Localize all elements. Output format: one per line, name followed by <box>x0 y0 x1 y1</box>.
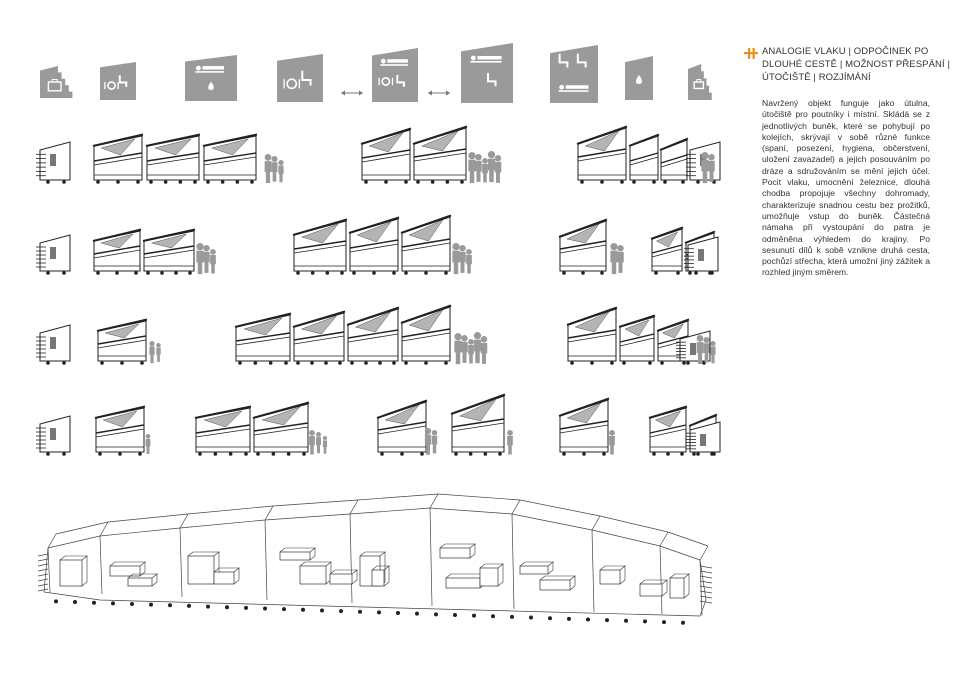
cabin-unit <box>93 135 143 184</box>
person-silhouette <box>272 156 278 182</box>
cabin-unit <box>401 306 451 365</box>
cabin-unit <box>649 407 687 456</box>
person-silhouette <box>475 154 482 182</box>
cabin-unit <box>619 316 655 365</box>
cabin-unit <box>559 220 607 275</box>
cabin-unit <box>577 127 627 184</box>
double-arrow-icon <box>428 91 450 96</box>
description-text: Navržený objekt funguje jako útulna, útočiště pro poutníky i místní. Skládá se z jednotlivých buněk, které se pohybují po kolejích, skrývají v sobě různé funkce (spaní, posezení, hygiena, občerstvení, uložení zavazadel) a jejich posouváním po dráze a sdružováním se mění jejich účel. Pocit vlaku, umocnění železnice, dlouhá chodba propojuje všechny dohromady, charakterizuje snadnou cestu bez prožitků, umožňuje vstup do buněk. Částečná námaha při vystoupání do patra je odměněna výhledem do krajiny. Po sesunutí dílů k sobě vznikne druhá cesta, pochůzí střecha, která umožní jiný zážitek a rozhled jiným směrem. <box>762 98 930 278</box>
person-silhouette <box>156 343 160 362</box>
cabin-unit <box>97 320 147 365</box>
cabin-unit <box>413 127 467 184</box>
person-silhouette <box>481 336 488 364</box>
axonometric-section <box>38 494 712 625</box>
configuration-row-2 <box>36 216 718 275</box>
cabin-unit <box>95 407 145 456</box>
heading-line-2: DLOUHÉ CESTĚ | MOŽNOST PŘESPÁNÍ | <box>762 59 951 70</box>
cabin-unit <box>93 230 141 275</box>
person-silhouette <box>432 430 437 453</box>
person-silhouette <box>488 151 495 182</box>
cabin-unit <box>401 216 451 275</box>
luggage-stairs-icon <box>40 66 72 98</box>
person-silhouette <box>461 335 468 363</box>
person-silhouette <box>468 152 475 183</box>
cabin-unit <box>253 403 309 456</box>
person-silhouette <box>609 430 615 454</box>
cabin-unit <box>143 230 195 275</box>
dining-seat-icon <box>100 62 136 100</box>
cabin-unit <box>361 129 411 184</box>
person-silhouette <box>149 341 154 363</box>
person-silhouette <box>316 432 321 453</box>
stair-unit <box>36 325 70 365</box>
person-silhouette <box>203 245 210 273</box>
person-silhouette <box>468 339 474 363</box>
cabin-unit <box>349 218 399 275</box>
person-silhouette <box>265 154 272 183</box>
stair-unit <box>36 416 70 456</box>
person-silhouette <box>309 430 315 454</box>
person-silhouette <box>452 243 459 274</box>
person-silhouette <box>474 332 481 363</box>
cabin-unit <box>146 135 200 184</box>
person-silhouette <box>507 430 513 454</box>
cabin-unit <box>195 407 251 456</box>
bed-water-icon <box>185 55 237 101</box>
stair-unit <box>36 142 70 184</box>
person-silhouette <box>146 434 151 454</box>
seat-seat-bed-icon <box>550 45 598 103</box>
person-silhouette <box>482 158 488 182</box>
water-icon <box>625 56 653 100</box>
person-silhouette <box>610 243 617 274</box>
person-silhouette <box>459 245 466 273</box>
cabin-unit <box>377 401 427 456</box>
person-silhouette <box>495 155 502 183</box>
cabin-unit <box>451 395 505 456</box>
heading-marker-icon <box>744 47 758 59</box>
person-silhouette <box>710 341 715 363</box>
heading <box>762 45 951 84</box>
cabin-unit <box>651 228 683 275</box>
person-silhouette <box>210 249 216 273</box>
configuration-row-1 <box>36 127 720 184</box>
cabin-unit <box>293 220 347 275</box>
stair-unit <box>36 235 70 275</box>
person-silhouette <box>323 436 327 454</box>
cabin-unit <box>559 399 609 456</box>
bed-seat-icon <box>461 43 513 103</box>
configuration-row-3 <box>36 306 716 365</box>
cabin-unit <box>660 139 688 184</box>
heading-line-1: ANALOGIE VLAKU | ODPOČINEK PO <box>762 46 929 57</box>
person-silhouette <box>617 245 624 273</box>
heading-line-3: ÚTOČIŠTĚ | ROZJÍMÁNÍ <box>762 72 871 83</box>
cabin-unit <box>203 135 257 184</box>
seat-bed-icon <box>372 48 418 102</box>
double-arrow-icon <box>341 91 363 96</box>
person-silhouette <box>196 243 203 274</box>
configuration-row-4 <box>36 395 720 456</box>
person-silhouette <box>454 333 461 364</box>
person-silhouette <box>278 160 283 182</box>
cabin-unit <box>293 312 345 365</box>
person-silhouette <box>466 249 472 273</box>
cabin-unit <box>347 308 399 365</box>
dining-seat-icon <box>277 54 323 102</box>
luggage-stairs-icon <box>688 64 712 100</box>
cabin-unit <box>235 314 291 365</box>
cabin-unit <box>567 308 617 365</box>
cabin-unit <box>629 135 659 184</box>
